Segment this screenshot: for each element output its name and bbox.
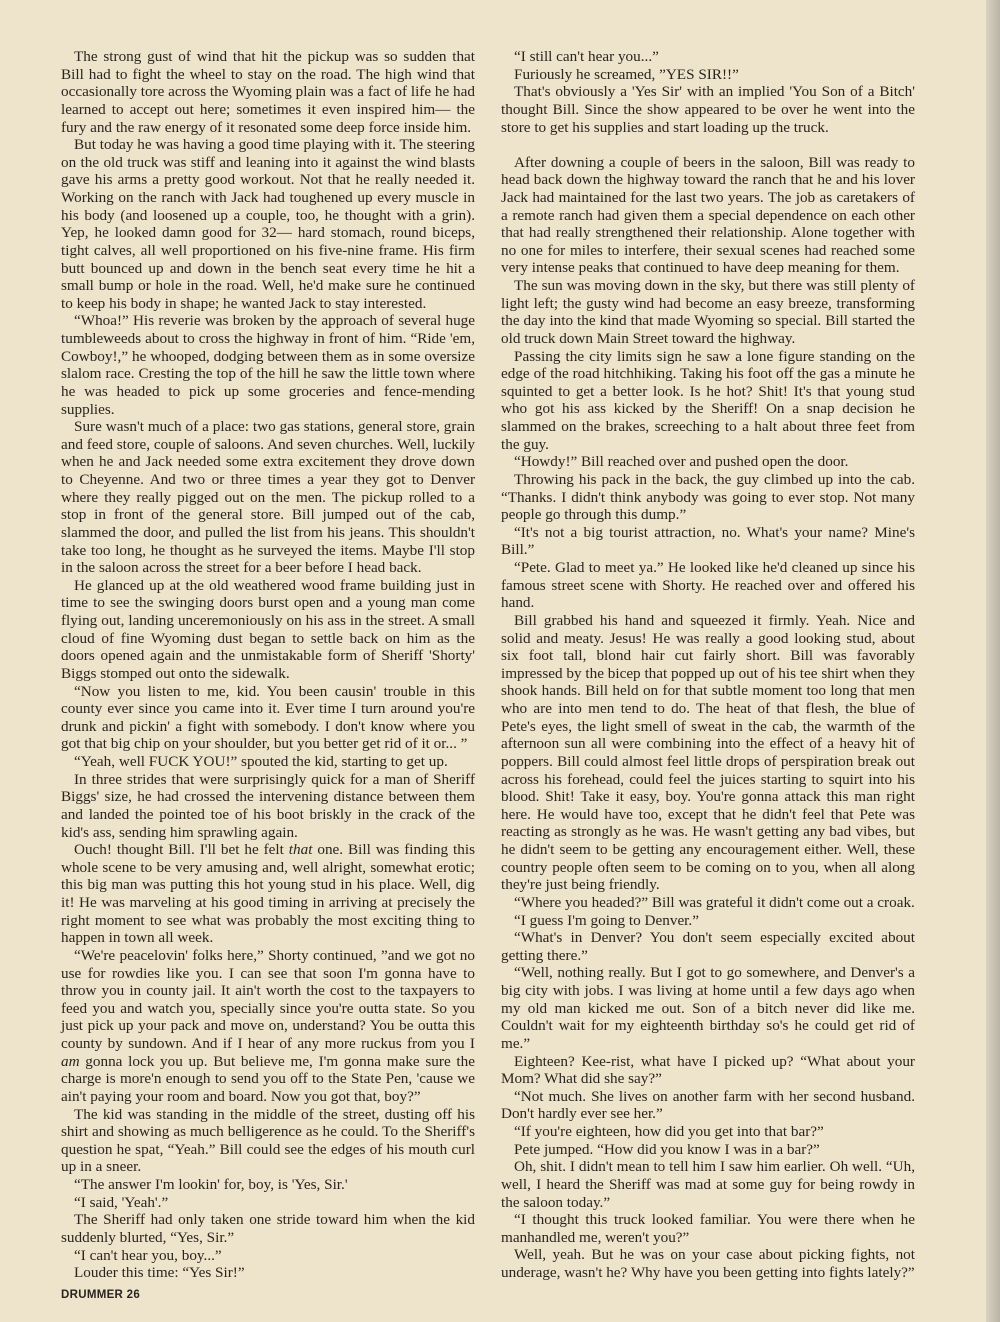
paragraph: Pete jumped. “How did you know I was in a bar?” [514, 1140, 820, 1158]
paragraph [61, 841, 475, 947]
paragraph: “Yeah, well FUCK YOU!” spouted the kid, starting to get up. [74, 753, 448, 770]
paragraph: Throwing his pack in the back, the guy climbed up into the cab. “Thanks. I didn't think anybody was going to ever stop. Not many people go through this dump.” [501, 470, 915, 524]
emphasis: that [288, 841, 313, 859]
page-footer: DRUMMER 26 [61, 1288, 141, 1301]
paragraph: “What's in Denver? You don't seem especially excited about getting there.” [501, 929, 915, 964]
paragraph: He glanced up at the old weathered wood frame building just in time to see the swinging doors burst open and a young man come flying out, landing unceremoniously on his ass in the street. A small cloud of fine Wyoming dust began to settle back on him as the doors opened again and the unmistakable form of Sheriff 'Shorty' Biggs stomped out onto the sidewalk. [61, 576, 475, 682]
paragraph: The kid was standing in the middle of the street, dusting off his shirt and showing as much belligerence as he could. To the Sheriff's question he spat, “Yeah.” Bill could see the edges of his mouth curl up in a sneer. [61, 1105, 475, 1176]
paragraph: The sun was moving down in the sky, but there was still plenty of light left; the gusty wind had become an easy breeze, transforming the day into the kind that made Wyoming so special. Bill started the old truck down Main Street toward the highway. [501, 277, 915, 347]
paragraph: “Where you headed?” Bill was grateful it didn't come out a croak. [514, 893, 915, 911]
left-column [61, 48, 475, 1302]
paragraph: “I thought this truck looked familiar. You were there when he manhandled me, weren't you?” [501, 1211, 915, 1246]
paragraph: But today he was having a good time playing with it. The steering on the old truck was stiff and leaning into it against the wind blasts gave his arms a pretty good workout. Not that he really needed it. Working on the ranch with Jack had toughened up every muscle in his body (and loosened up a couple, too, he thought with a grin). Yep, he looked damn good for 32— hard stomach, round biceps, tight calves, all well proportioned on his five-nine frame. His firm butt bounced up and down in the bench seat every time he hit a small bump or hole in the road. Well, he'd make sure he continued to keep his body in shape; he wanted Jack to stay interested. [61, 136, 475, 312]
text: gonna lock you up. But believe me, I'm gonna make sure the charge is more'n enough to send you off to the State Pen, 'cause we ain't paying your room and board. Now you got that, boy?” [61, 1052, 475, 1105]
text: “We're peacelovin' folks here,” Shorty continued, ”and we got no use for rowdies like you. I can see that soon I'm gonna have to throw you in county jail. It ain't worth the cost to the taxpayers to feed you and watch you, specially since you're outta state. So you just pick up your pack and move on, understand? You be outta this county by sundown. And if I hear of any more ruckus from you I [61, 946, 475, 1052]
emphasis: am [61, 1052, 80, 1070]
paragraph: “I said, 'Yeah'.” [74, 1193, 169, 1211]
paragraph: “I can't hear you, boy...” [74, 1246, 222, 1264]
paragraph: “Howdy!” Bill reached over and pushed open the door. [514, 453, 849, 471]
paragraph: Furiously he screamed, ”YES SIR!!” [514, 65, 739, 83]
paragraph: “Pete. Glad to meet ya.” He looked like he'd cleaned up since his famous street scene with Shorty. He reached over and offered his hand. [501, 559, 915, 612]
paragraph: That's obviously a 'Yes Sir' with an implied 'You Son of a Bitch' thought Bill. Since the show appeared to be over he went into the store to get his supplies and start loading up the truck. [501, 83, 915, 136]
paragraph: The Sheriff had only taken one stride toward him when the kid suddenly blurted, “Yes, Sir.” [61, 1211, 475, 1246]
page-edge [986, 0, 1000, 1322]
paragraph: Louder this time: “Yes Sir!” [74, 1264, 245, 1282]
text: Ouch! thought Bill. I'll bet he felt [74, 841, 289, 859]
right-column [501, 48, 915, 1282]
paragraph: “Now you listen to me, kid. You been causin' trouble in this county ever since you came into it. Ever time I turn around you're drunk and pickin' a fight with somebody. I don't know where you got that big chip on your shoulder, but you better get rid of it or... ” [61, 682, 475, 753]
paragraph: “Well, nothing really. But I got to go somewhere, and Denver's a big city with jobs. I was living at home until a few days ago when my old man kicked me out. Son of a bitch never did like me. Couldn't wait for my eighteenth birthday so's he could get rid of me.” [501, 964, 915, 1052]
paragraph: The strong gust of wind that hit the pickup was so sudden that Bill had to fight the wheel to stay on the road. The high wind that occasionally tore across the Wyoming plain was a fact of life he had learned to accept out here; sometimes it even inspired him— the fury and the raw energy of it resonated some deep force inside him. [61, 48, 475, 136]
paragraph: “It's not a big tourist attraction, no. What's your name? Mine's Bill.” [501, 523, 915, 559]
paragraph: Bill grabbed his hand and squeezed it firmly. Yeah. Nice and solid and meaty. Jesus! He was really a good looking stud, about six foot tall, blond hair cut fairly short. Bill was favorably impressed by the bicep that popped up out of his tee shirt when they shook hands. Bill held on for that subtle moment too long that men who are into men tend to do. The heat of that flesh, the blue of Pete's eyes, the light smell of sweat in the cab, the warmth of the afternoon sun all were combining into the effect of a heavy hit of poppers. Bill could almost feel little drops of perspiration break out across his forehead, could feel the juices starting to squirt into his blood. Shit! Take it easy, boy. You're gonna attack this man right here. He would have too, except that he didn't feel that Pete was reacting as strongly as he was. He wasn't getting any bad vibes, but he didn't seem to be getting any encouragement either. Well, these country people often seem to be coming on to you, when all along they're just being friendly. [501, 611, 915, 894]
paragraph: In three strides that were surprisingly quick for a man of Sheriff Biggs' size, he had crossed the intervening distance between them and landed the pointed toe of his boot briskly in the crack of the kid's ass, sending him sprawling again. [61, 770, 475, 841]
paragraph: Sure wasn't much of a place: two gas stations, general store, grain and feed store, couple of saloons. And seven churches. Well, luckily when he and Jack needed some extra excitement they drove down to Cheyenne. And two or three times a year they got to Denver where they really pigged out on the men. The pickup rolled to a stop in front of the general store. Bill jumped out of the cab, slammed the door, and pulled the list from his jeans. This shouldn't take too long, he thought as he surveyed the items. Maybe I'll stop in the saloon across the street for a beer before I head back. [61, 418, 475, 577]
paragraph: “I guess I'm going to Denver.” [514, 911, 699, 929]
paragraph: Eighteen? Kee-rist, what have I picked up? “What about your Mom? What did she say?” [501, 1052, 915, 1088]
paragraph: After downing a couple of beers in the saloon, Bill was ready to head back down the highway toward the ranch that he and his lover Jack had maintained for the last two years. The job as caretakers of a remote ranch had given them a special dependence on each other that had really strengthened their relationship. Alone together with no one for miles to interfere, their sexual scenes had reached some very intense peaks that continued to have deep meaning for them. [501, 153, 915, 277]
paragraph: “The answer I'm lookin' for, boy, is 'Yes, Sir.' [74, 1176, 348, 1193]
paragraph: “I still can't hear you...” [514, 48, 659, 65]
paragraph: “Whoa!” His reverie was broken by the approach of several huge tumbleweeds about to cross the highway in front of him. “Ride 'em, Cowboy!,” he whooped, dodging between them as in some oversize slalom race. Cresting the top of the hill he saw the little town where he was headed to pick up some groceries and fence-mending supplies. [61, 312, 475, 418]
paragraph: Oh, shit. I didn't mean to tell him I saw him earlier. Oh well. “Uh, well, I heard the Sheriff was mad at some guy for being rowdy in the saloon today.” [501, 1158, 915, 1211]
paragraph: Passing the city limits sign he saw a lone figure standing on the edge of the road hitchhiking. Taking his foot off the gas a minute he squinted to get a better look. Is he hot? Shit! It's that young stud who got his ass kicked by the Sheriff! On a snap decision he slammed on the brakes, screeching to a halt about three feet from the guy. [501, 347, 915, 453]
paragraph: Well, yeah. But he was on your case about picking fights, not underage, wasn't he? Why have you been getting into fights lately?” [501, 1246, 915, 1282]
paragraph [61, 947, 475, 1106]
paragraph: “If you're eighteen, how did you get into that bar?” [514, 1123, 824, 1141]
text: one. Bill was finding this whole scene to be very amusing and, well alright, somewhat erotic; this big man was putting this hot young stud in his place. Well, dig it! He was marveling at his good timing in arriving at precisely the right moment to see what was probably the most exciting thing to happen in town all week. [61, 841, 475, 947]
paragraph: “Not much. She lives on another farm with her second husband. Don't hardly ever see her.” [501, 1087, 915, 1123]
